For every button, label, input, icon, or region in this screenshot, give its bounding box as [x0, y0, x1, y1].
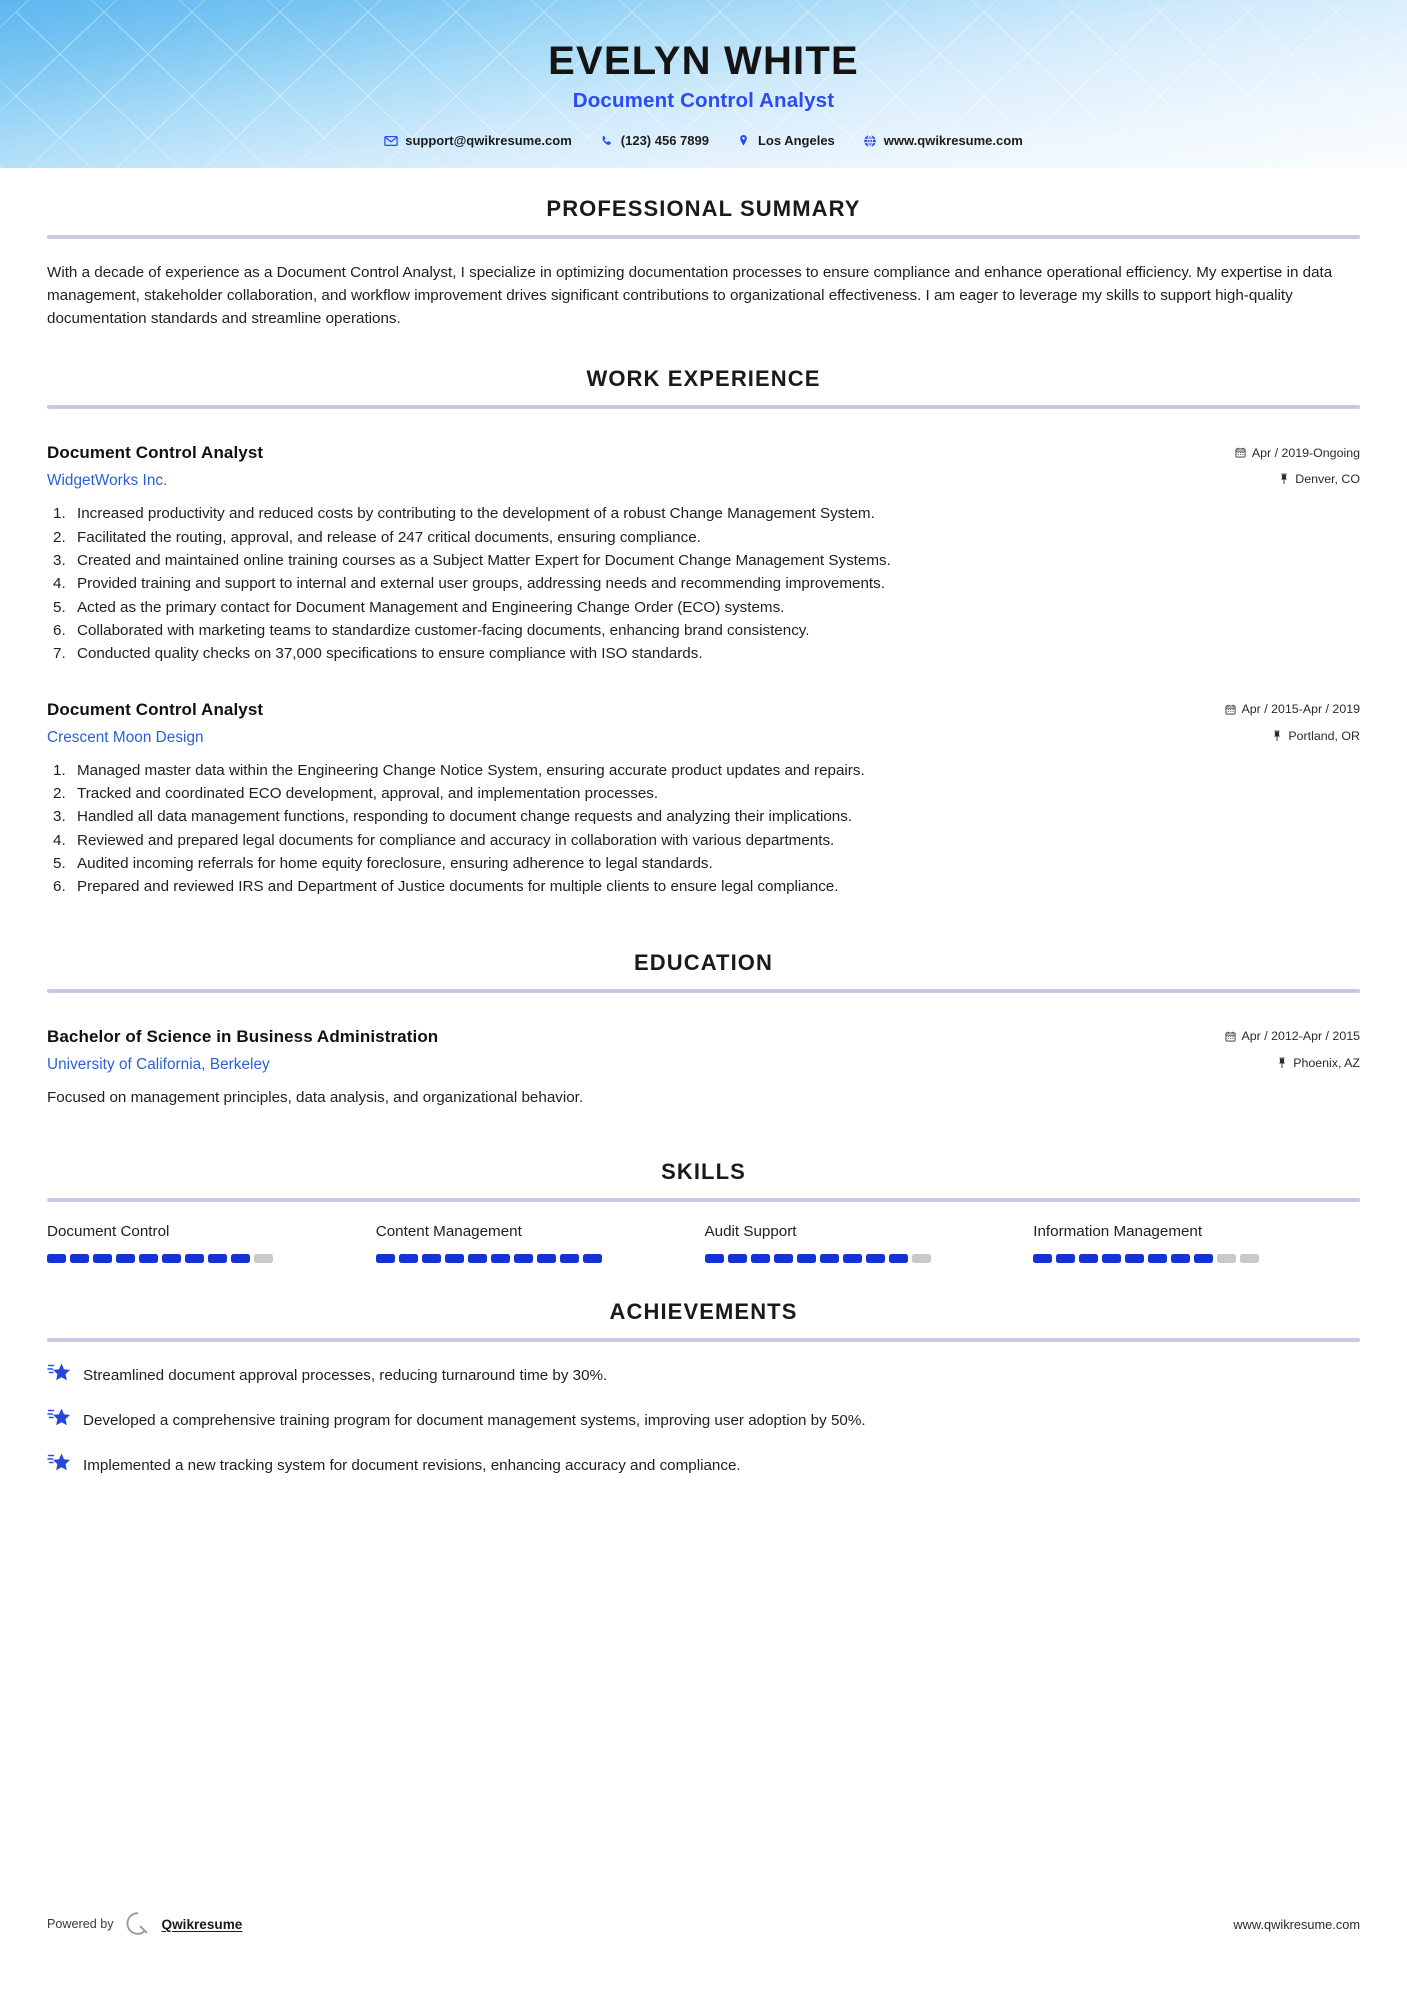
work-location-text: Portland, OR	[1288, 728, 1360, 743]
contact-website-text: www.qwikresume.com	[883, 133, 1023, 149]
work-location-text: Denver, CO	[1295, 472, 1360, 487]
achievement-text: Implemented a new tracking system for document revisions, enhancing accuracy and compliance.	[83, 1457, 741, 1475]
section-divider	[47, 1338, 1360, 1342]
achievement-item	[47, 1409, 1360, 1431]
work-bullet-list	[47, 760, 1360, 899]
work-location	[1271, 729, 1360, 743]
skill-segment	[797, 1254, 816, 1263]
achievement-text: Streamlined document approval processes, reducing turnaround time by 30%.	[83, 1366, 608, 1384]
calendar-icon	[1235, 447, 1246, 459]
work-bullet: Tracked and coordinated ECO development, approval, and implementation processes.	[77, 785, 659, 803]
skill-segment	[705, 1254, 724, 1263]
work-company-name[interactable]: Crescent Moon Design	[47, 728, 204, 746]
skill-segment	[47, 1254, 66, 1263]
skill-item	[376, 1223, 703, 1263]
skill-segment	[254, 1254, 273, 1263]
achievement-item	[47, 1364, 1360, 1386]
skill-item	[1033, 1223, 1360, 1263]
work-bullet: Collaborated with marketing teams to standardize customer-facing documents, enhancing brand consistency.	[77, 622, 810, 639]
work-job-title: Document Control Analyst	[47, 443, 264, 463]
skill-rating-bar	[705, 1254, 1032, 1263]
contact-phone[interactable]	[586, 133, 723, 148]
skill-segment	[728, 1254, 747, 1263]
work-bullet: Managed master data within the Engineering Change Notice System, ensuring accurate product updates and repairs.	[77, 761, 865, 779]
skill-segment	[208, 1254, 227, 1263]
skill-segment	[116, 1254, 135, 1263]
powered-by-label: Powered by	[47, 1917, 114, 1931]
skill-segment	[399, 1254, 418, 1263]
skill-segment	[1171, 1254, 1190, 1263]
pin-icon	[1271, 730, 1282, 742]
work-company-name[interactable]: WidgetWorks Inc.	[47, 472, 168, 490]
work-bullet: Acted as the primary contact for Document Management and Engineering Change Order (ECO) systems.	[77, 598, 785, 616]
work-bullet: Conducted quality checks on 37,000 specifications to ensure compliance with ISO standards.	[77, 645, 703, 663]
work-bullet: Facilitated the routing, approval, and release of 247 critical documents, ensuring compliance.	[77, 528, 701, 546]
skill-segment	[231, 1254, 250, 1263]
achievement-item	[47, 1454, 1360, 1476]
education-school[interactable]: University of California, Berkeley	[47, 1055, 270, 1073]
skill-segment	[537, 1254, 556, 1263]
skill-segment	[70, 1254, 89, 1263]
education-entry	[47, 1027, 1360, 1109]
candidate-name: EVELYN WHITE	[548, 39, 859, 83]
achievement-text: Developed a comprehensive training program for document management systems, improving user adoption by 50%.	[83, 1412, 866, 1430]
skill-segment	[376, 1254, 395, 1263]
skill-segment	[1217, 1254, 1236, 1263]
section-divider	[47, 1198, 1360, 1202]
section-title-education: EDUCATION	[633, 949, 774, 975]
skills-grid	[47, 1223, 1360, 1263]
work-bullet-list	[47, 503, 1360, 665]
envelope-icon	[384, 134, 398, 148]
work-entry	[47, 700, 1360, 899]
star-icon	[47, 1362, 71, 1384]
section-divider	[47, 405, 1360, 409]
calendar-icon	[1225, 703, 1236, 715]
skill-segment	[843, 1254, 862, 1263]
skill-segment	[820, 1254, 839, 1263]
header-banner	[0, 0, 1407, 168]
skill-label: Content Management	[375, 1222, 522, 1240]
contact-email[interactable]	[370, 133, 586, 148]
work-dates-text: Apr / 2015-Apr / 2019	[1241, 702, 1360, 717]
star-icon	[47, 1452, 71, 1474]
education-description: Focused on management principles, data analysis, and organizational behavior.	[47, 1088, 584, 1106]
skill-segment	[185, 1254, 204, 1263]
section-title-summary: PROFESSIONAL SUMMARY	[546, 196, 861, 221]
section-work-experience	[47, 330, 1360, 898]
skill-segment	[422, 1254, 441, 1263]
skill-segment	[93, 1254, 112, 1263]
skill-segment	[162, 1254, 181, 1263]
skill-segment	[1125, 1254, 1144, 1263]
education-location	[1276, 1056, 1360, 1070]
qwikresume-logo-icon	[125, 1911, 151, 1937]
powered-by-block	[47, 1911, 242, 1937]
education-dates	[1225, 1029, 1360, 1043]
work-bullet: Handled all data management functions, responding to document change requests and analyzing their implications.	[77, 808, 853, 826]
skill-segment	[1240, 1254, 1259, 1263]
section-professional-summary	[47, 168, 1360, 330]
skill-segment	[139, 1254, 158, 1263]
phone-icon	[600, 134, 614, 148]
section-education	[47, 900, 1360, 1109]
work-dates	[1225, 702, 1360, 716]
pin-icon	[1278, 473, 1289, 485]
contact-phone-text: (123) 456 7899	[620, 133, 709, 149]
skill-segment	[1056, 1254, 1075, 1263]
work-dates-text: Apr / 2019-Ongoing	[1251, 445, 1360, 460]
skill-segment	[560, 1254, 579, 1263]
skill-item	[47, 1223, 374, 1263]
globe-icon	[863, 134, 877, 148]
skill-segment	[912, 1254, 931, 1263]
skill-segment	[1079, 1254, 1098, 1263]
work-bullet: Reviewed and prepared legal documents for compliance and accuracy in collaboration with various departments.	[77, 831, 835, 849]
work-bullet: Prepared and reviewed IRS and Department of Justice documents for multiple clients to ensure legal compliance.	[77, 878, 839, 896]
achievement-list	[47, 1364, 1360, 1477]
work-bullet: Audited incoming referrals for home equity foreclosure, ensuring adherence to legal standards.	[77, 855, 713, 873]
skill-segment	[468, 1254, 487, 1263]
contact-email-text: support@qwikresume.com	[405, 133, 572, 149]
skill-segment	[1033, 1254, 1052, 1263]
work-bullet: Increased productivity and reduced costs by contributing to the development of a robust Change Management System.	[77, 505, 875, 523]
section-achievements	[47, 1263, 1360, 1477]
star-icon	[47, 1407, 71, 1429]
work-location	[1278, 472, 1360, 486]
education-degree: Bachelor of Science in Business Administration	[47, 1026, 439, 1046]
page-footer	[47, 1911, 1360, 1937]
work-bullet: Provided training and support to internal and external user groups, addressing needs and recommending improvements.	[77, 575, 885, 593]
education-location-text: Phoenix, AZ	[1293, 1055, 1360, 1070]
skill-segment	[491, 1254, 510, 1263]
skill-rating-bar	[47, 1254, 374, 1263]
skill-segment	[445, 1254, 464, 1263]
skill-segment	[1102, 1254, 1121, 1263]
section-title-achievements: ACHIEVEMENTS	[609, 1298, 798, 1324]
pin-icon	[1276, 1057, 1287, 1069]
summary-paragraph: With a decade of experience as a Document Control Analyst, I specialize in optimizing documentation processes to ensure compliance and enhance operational efficiency. My expertise in data management, stakeholder collaboration, and workflow improvement drives significant contributions to organizational effectiveness. I am eager to leverage my skills to support high-quality documentation standards and streamline operations.	[47, 264, 1333, 328]
skill-segment	[889, 1254, 908, 1263]
calendar-icon	[1225, 1030, 1236, 1042]
contact-location	[723, 133, 849, 148]
section-divider	[47, 235, 1360, 239]
work-entry	[47, 443, 1360, 665]
skill-segment	[751, 1254, 770, 1263]
skill-rating-bar	[1033, 1254, 1360, 1263]
skill-label: Information Management	[1033, 1222, 1203, 1240]
contact-location-text: Los Angeles	[757, 133, 835, 149]
qwikresume-brand-link[interactable]: Qwikresume	[161, 1916, 243, 1932]
footer-website-url[interactable]: www.qwikresume.com	[1233, 1916, 1360, 1932]
skill-segment	[1148, 1254, 1167, 1263]
skill-item	[705, 1223, 1032, 1263]
work-bullet: Created and maintained online training courses as a Subject Matter Expert for Document Change Management Systems.	[77, 551, 891, 569]
section-divider	[47, 989, 1360, 993]
work-job-title: Document Control Analyst	[47, 699, 264, 719]
contact-website[interactable]	[849, 133, 1037, 148]
skill-segment	[866, 1254, 885, 1263]
section-title-skills: SKILLS	[661, 1158, 746, 1184]
section-skills	[47, 1109, 1360, 1263]
skill-segment	[774, 1254, 793, 1263]
work-dates	[1235, 446, 1360, 460]
skill-label: Document Control	[47, 1222, 170, 1240]
candidate-job-title: Document Control Analyst	[572, 89, 835, 113]
skill-segment	[514, 1254, 533, 1263]
section-title-work: WORK EXPERIENCE	[586, 366, 821, 392]
map-pin-icon	[737, 134, 751, 148]
skill-rating-bar	[376, 1254, 703, 1263]
skill-segment	[1194, 1254, 1213, 1263]
skill-label: Audit Support	[704, 1222, 797, 1240]
skill-segment	[583, 1254, 602, 1263]
contact-info-row	[0, 133, 1407, 148]
education-dates-text: Apr / 2012-Apr / 2015	[1241, 1029, 1360, 1044]
